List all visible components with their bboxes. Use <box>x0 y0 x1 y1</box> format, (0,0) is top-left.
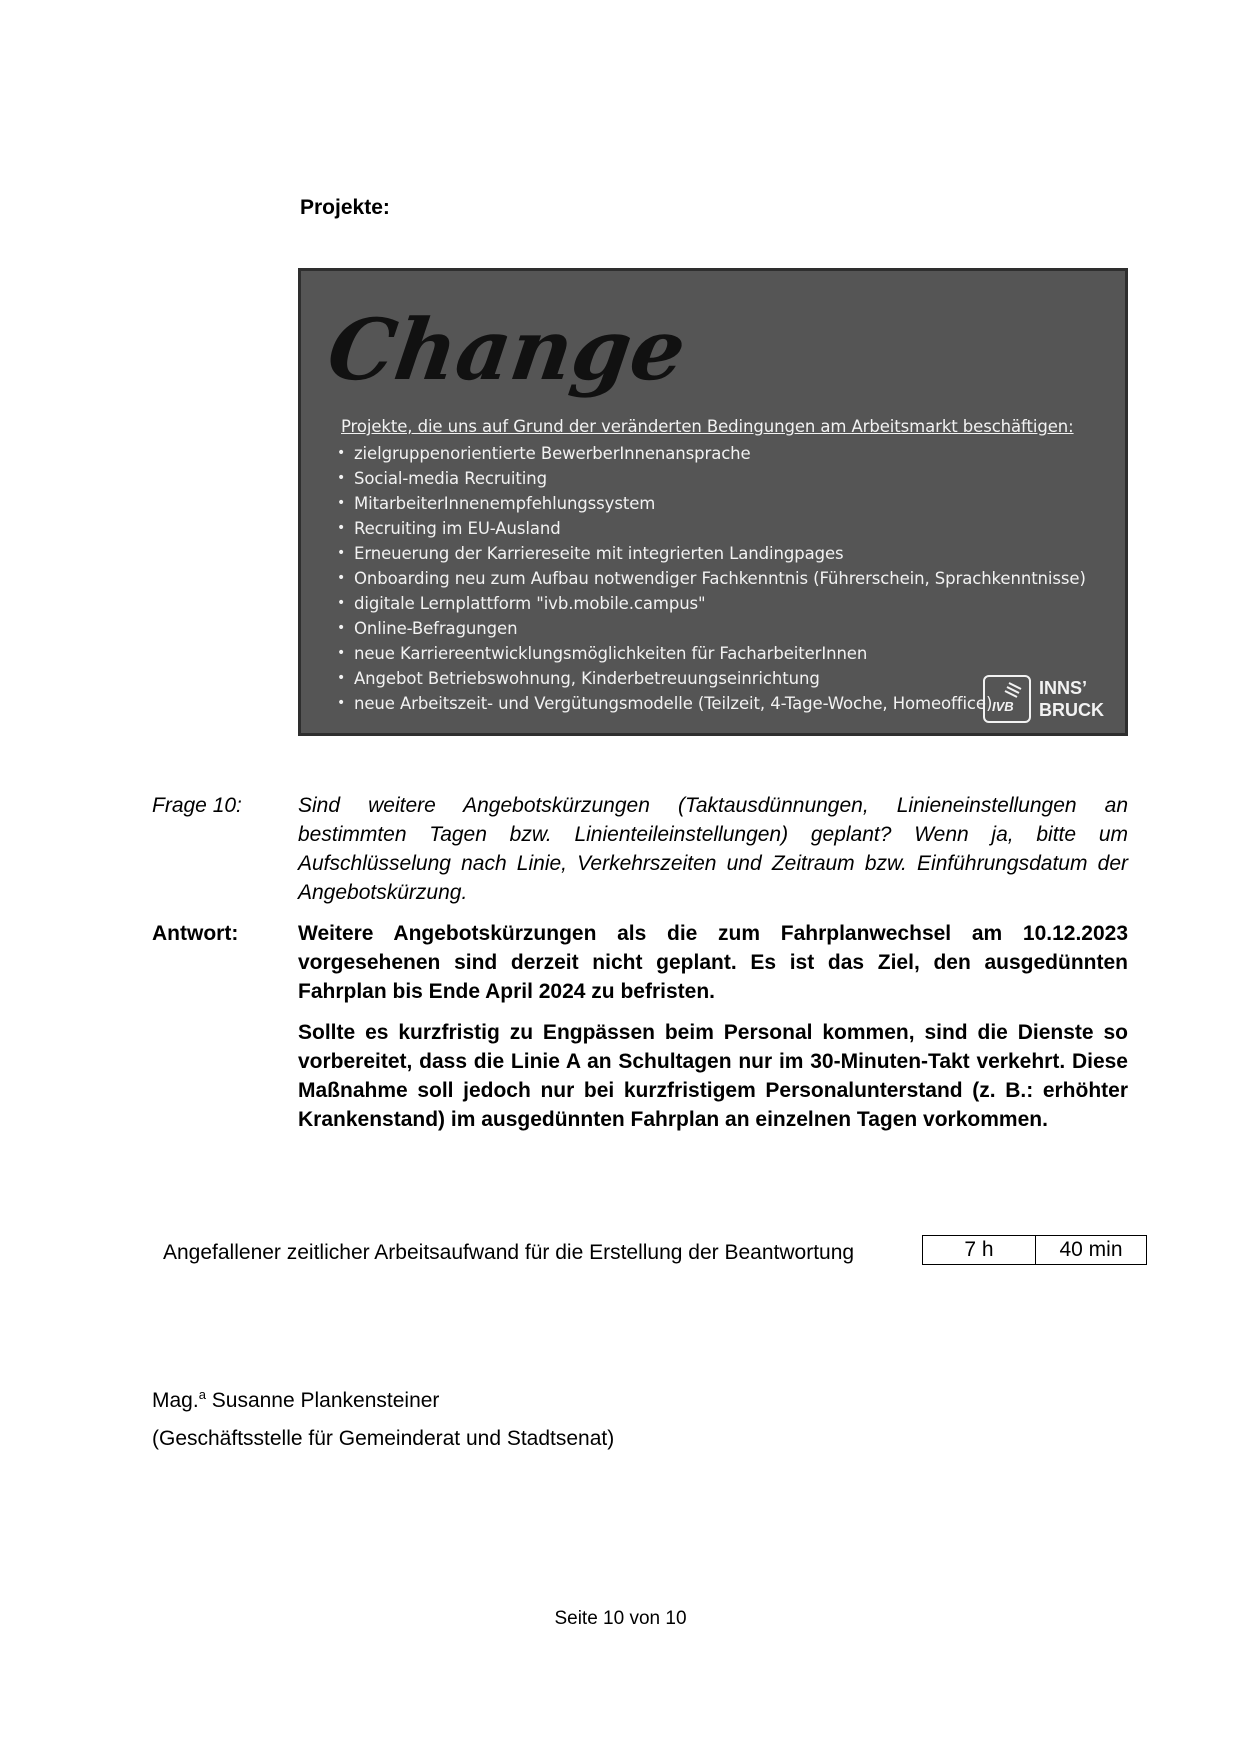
bullet-icon: • <box>337 495 346 511</box>
innsbruck-wordmark <box>1039 677 1104 721</box>
slide-list-item <box>337 666 1086 691</box>
slide-list-item-text: Social-media Recruiting <box>354 469 547 488</box>
bullet-icon: • <box>337 570 346 586</box>
slide-list-item-text: Recruiting im EU-Ausland <box>354 519 561 538</box>
slide-list-item-text: neue Karriereentwicklungsmöglichkeiten für FacharbeiterInnen <box>354 644 868 663</box>
bullet-icon: • <box>337 445 346 461</box>
answer-label: Antwort: <box>152 922 239 945</box>
slide-list-item <box>337 541 1086 566</box>
ivb-wave-icon <box>987 679 1031 699</box>
section-heading: Projekte: <box>300 196 390 219</box>
signature-name <box>152 1387 439 1413</box>
answer-paragraph-2: Sollte es kurzfristig zu Engpässen beim Personal kommen, sind die Dienste so vorbereitet, dass die Linie A an Schultagen nur im 30-Minuten-Takt verkehrt. Diese Maßnahme soll jedoch nur bei kurzfristigem Personalunterstand (z. B.: erhöhter Krankenstand) im ausgedünnten Fahrplan an einzelnen Tagen vorkommen. <box>298 1021 1128 1131</box>
slide-list-item <box>337 491 1086 516</box>
effort-table <box>922 1235 1147 1265</box>
signature-title-sup: a <box>198 1387 206 1402</box>
change-script-logo <box>322 279 692 409</box>
slide-list-item <box>337 641 1086 666</box>
ivb-innsbruck-logo <box>983 675 1111 725</box>
slide-list-item <box>337 441 1086 466</box>
bullet-icon: • <box>337 670 346 686</box>
page-number: Seite 10 von 10 <box>554 1608 687 1629</box>
slide-list-item-text: Onboarding neu zum Aufbau notwendiger Fachkenntnis (Führerschein, Sprachkenntnisse) <box>354 569 1086 588</box>
slide-list-item-text: Erneuerung der Karriereseite mit integrierten Landingpages <box>354 544 844 563</box>
bullet-icon: • <box>337 520 346 536</box>
question-text: Sind weitere Angebotskürzungen (Taktausdünnungen, Linieneinstellungen an bestimmten Tagen bzw. Linienteileinstellungen) geplant? Wenn ja, bitte um Aufschlüsselung nach Linie, Verkehrszeiten und Zeitraum bzw. Einführungsdatum der Angebotskürzung. <box>298 794 1128 904</box>
signature-department: (Geschäftsstelle für Gemeinderat und Stadtsenat) <box>152 1427 615 1450</box>
slide-project-list <box>337 441 1086 716</box>
effort-hours: 7 h <box>923 1236 1036 1265</box>
projects-slide-image <box>298 268 1128 736</box>
svg-text:Change: Change <box>322 300 692 399</box>
slide-list-item-text: Online-Befragungen <box>354 619 518 638</box>
bullet-icon: • <box>337 595 346 611</box>
answer-paragraph-1: Weitere Angebotskürzungen als die zum Fahrplanwechsel am 10.12.2023 vorgesehenen sind derzeit nicht geplant. Es ist das Ziel, den ausgedünnten Fahrplan bis Ende April 2024 zu befristen. <box>298 922 1128 1003</box>
bullet-icon: • <box>337 695 346 711</box>
slide-list-item <box>337 591 1086 616</box>
brand-line-1: INNS’ <box>1039 678 1088 698</box>
slide-list-item-text: zielgruppenorientierte BewerberInnenansprache <box>354 444 751 463</box>
slide-list-item-text: MitarbeiterInnenempfehlungssystem <box>354 494 656 513</box>
bullet-icon: • <box>337 645 346 661</box>
bullet-icon: • <box>337 470 346 486</box>
effort-minutes: 40 min <box>1036 1236 1147 1265</box>
question-label: Frage 10: <box>152 794 242 817</box>
brand-line-2: BRUCK <box>1039 700 1104 720</box>
slide-intro: Projekte, die uns auf Grund der veränderten Bedingungen am Arbeitsmarkt beschäftigen: <box>341 417 1074 436</box>
slide-list-item-text: digitale Lernplattform "ivb.mobile.campus" <box>354 594 706 613</box>
slide-list-item <box>337 616 1086 641</box>
slide-list-item <box>337 516 1086 541</box>
slide-list-item <box>337 691 1086 716</box>
slide-list-item-text: Angebot Betriebswohnung, Kinderbetreuungseinrichtung <box>354 669 820 688</box>
bullet-icon: • <box>337 620 346 636</box>
slide-list-item-text: neue Arbeitszeit- und Vergütungsmodelle (Teilzeit, 4-Tage-Woche, Homeoffice) <box>354 694 993 713</box>
signature-title: Mag. <box>152 1389 199 1412</box>
ivb-logo-text: IVB <box>992 699 1014 714</box>
ivb-logo-box <box>983 675 1031 723</box>
slide-list-item <box>337 466 1086 491</box>
bullet-icon: • <box>337 545 346 561</box>
answer-text <box>298 919 1128 1146</box>
slide-list-item <box>337 566 1086 591</box>
effort-label: Angefallener zeitlicher Arbeitsaufwand für die Erstellung der Beantwortung <box>163 1241 855 1264</box>
signature-person: Susanne Plankensteiner <box>211 1389 440 1412</box>
